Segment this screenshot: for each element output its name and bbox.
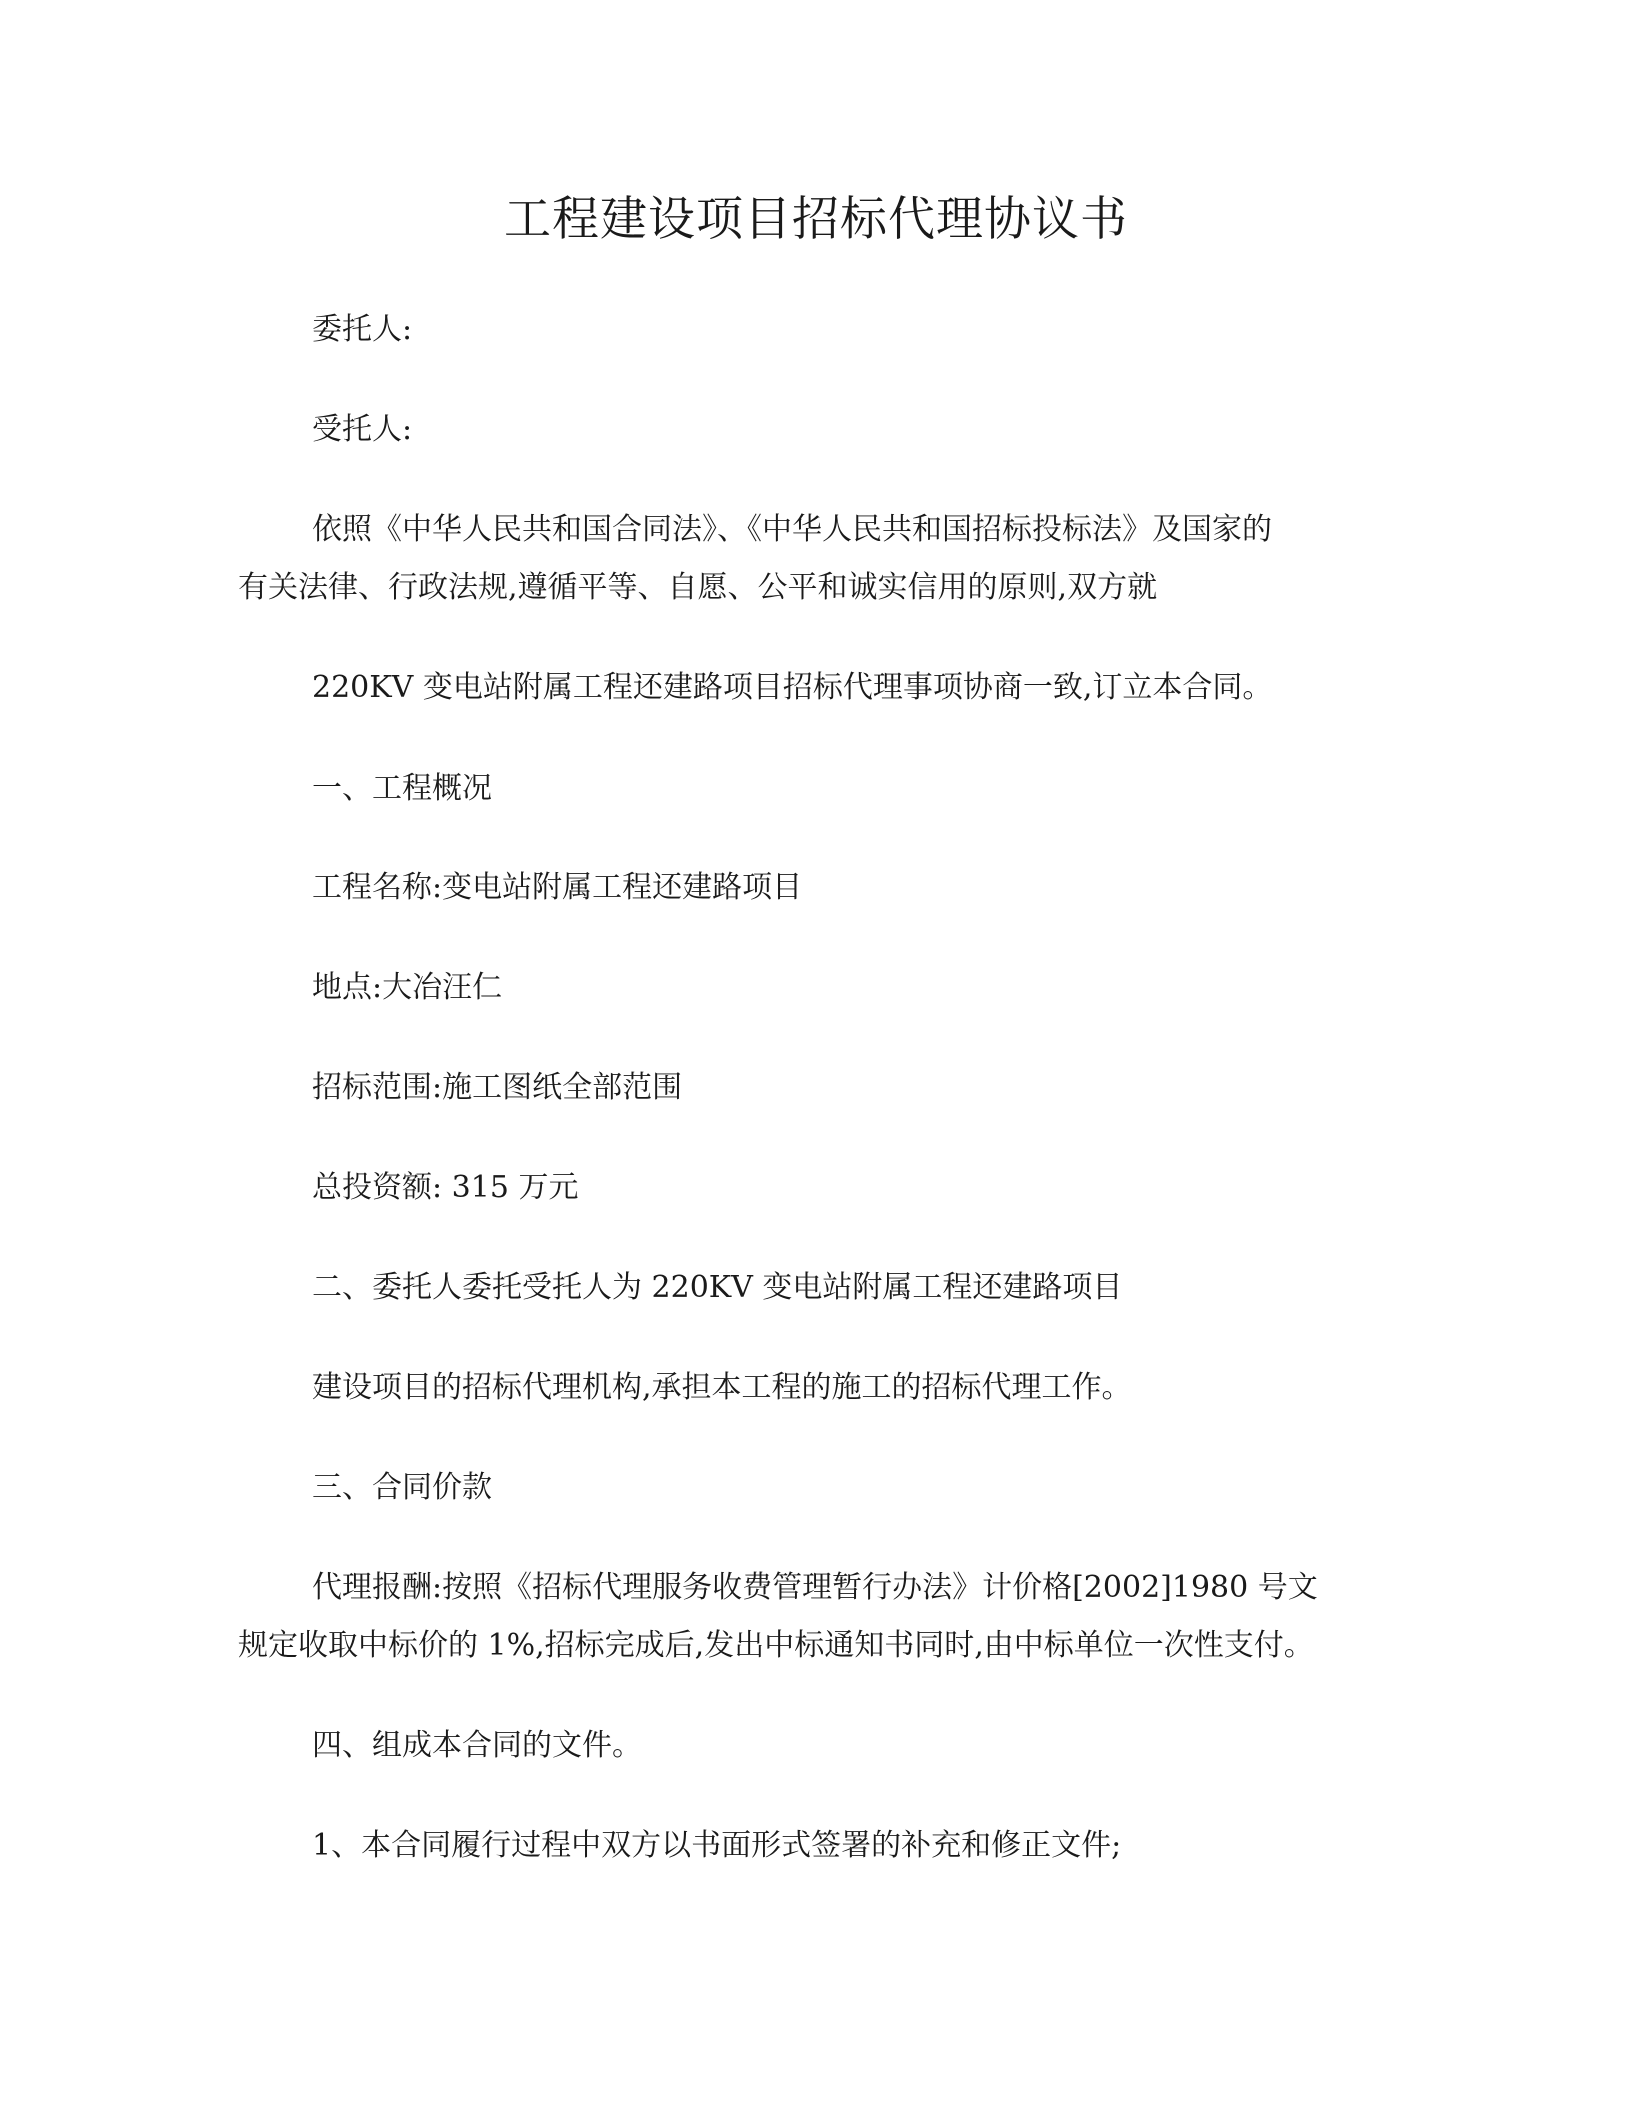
agency-fee-line-1: 代理报酬:按照《招标代理服务收费管理暂行办法》计价格[2002]1980 号文	[312, 1570, 1318, 1605]
section-4-heading: 四、组成本合同的文件。	[312, 1728, 642, 1763]
basis-paragraph-line-1: 依照《中华人民共和国合同法》、《中华人民共和国招标投标法》及国家的	[312, 512, 1272, 547]
section-1-heading: 一、工程概况	[312, 771, 492, 806]
document-title: 工程建设项目招标代理协议书	[504, 192, 1128, 247]
basis-paragraph-line-3: 220KV 变电站附属工程还建路项目招标代理事项协商一致,订立本合同。	[312, 670, 1273, 705]
agent-label: 受托人:	[312, 412, 413, 447]
contract-document-item-1: 1、本合同履行过程中双方以书面形式签署的补充和修正文件;	[312, 1828, 1122, 1863]
client-label: 委托人:	[312, 312, 413, 347]
project-location: 地点:大冶汪仁	[312, 970, 503, 1005]
total-investment: 总投资额: 315 万元	[312, 1170, 579, 1205]
section-2-line-2: 建设项目的招标代理机构,承担本工程的施工的招标代理工作。	[312, 1370, 1132, 1405]
section-2-line-1: 二、委托人委托受托人为 220KV 变电站附属工程还建路项目	[312, 1270, 1123, 1305]
section-3-heading: 三、合同价款	[312, 1470, 492, 1505]
project-name: 工程名称:变电站附属工程还建路项目	[312, 870, 803, 905]
bidding-scope: 招标范围:施工图纸全部范围	[312, 1070, 683, 1105]
agency-fee-line-2: 规定收取中标价的 1%,招标完成后,发出中标通知书同时,由中标单位一次性支付。	[238, 1628, 1314, 1663]
basis-paragraph-line-2: 有关法律、行政法规,遵循平等、自愿、公平和诚实信用的原则,双方就	[238, 570, 1158, 605]
